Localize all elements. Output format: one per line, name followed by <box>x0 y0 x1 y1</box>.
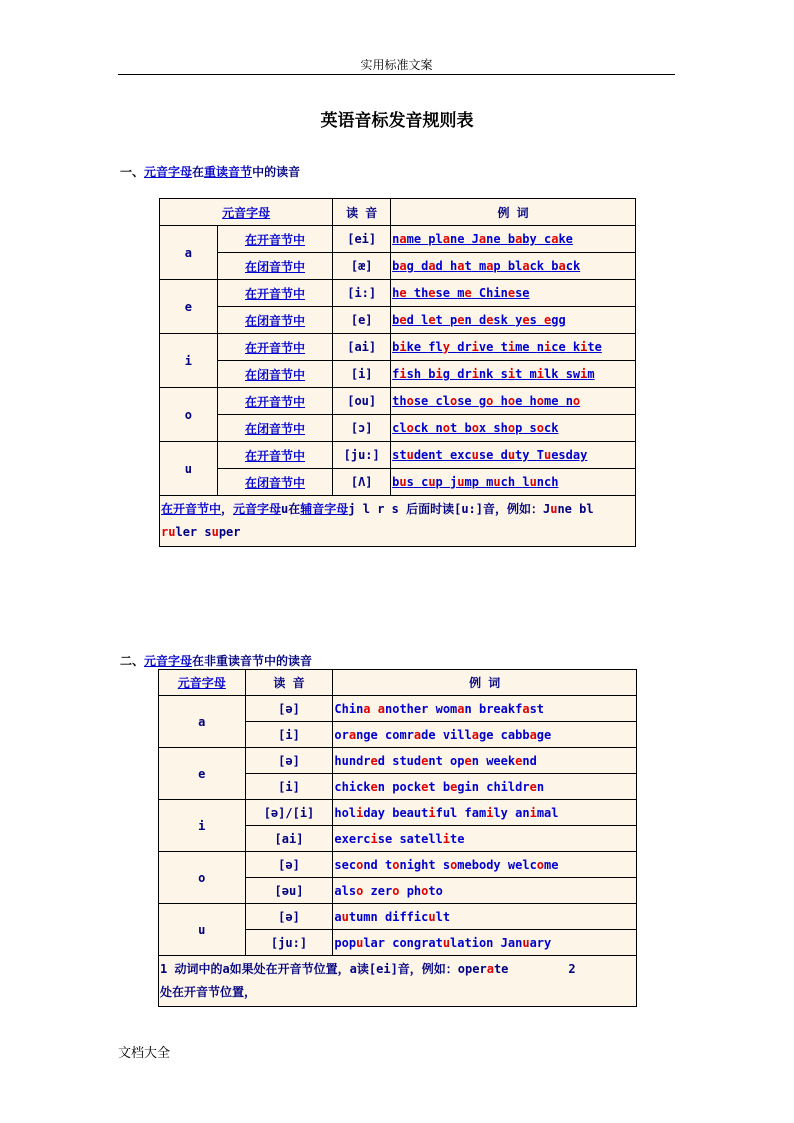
example-word: duty <box>500 448 530 462</box>
table-row <box>160 388 636 415</box>
example-word: bag <box>392 259 414 273</box>
table-row <box>159 696 637 722</box>
phonetic-symbol: [ə] <box>245 748 333 774</box>
phonetic-symbol: [əu] <box>245 878 333 904</box>
example-word: exercise <box>334 831 393 846</box>
example-word: let <box>421 313 443 327</box>
col-header-letter[interactable]: 元音字母 <box>160 199 333 226</box>
vowel-letter: u <box>159 904 246 956</box>
vowel-letter: e <box>160 280 218 334</box>
table-row <box>160 307 636 334</box>
example-word: pen <box>450 313 472 327</box>
example-word: weekend <box>486 753 537 768</box>
phonetic-symbol: [æ] <box>333 253 391 280</box>
example-words[interactable] <box>391 388 636 415</box>
phonetic-symbol: [i:] <box>333 280 391 307</box>
example-word: children <box>486 779 545 794</box>
phonetic-symbol: [ə] <box>245 852 333 878</box>
example-word: swim <box>565 367 595 381</box>
phonetic-symbol: [e] <box>333 307 391 334</box>
closed-syllable-link[interactable]: 在闭音节中 <box>217 469 333 496</box>
example-word: sock <box>529 421 559 435</box>
phonetic-symbol: [i] <box>245 774 333 800</box>
example-word: beautiful <box>392 805 458 820</box>
open-syllable-link[interactable]: 在开音节中 <box>217 334 333 361</box>
section1-heading: 一、元音字母在重读音节中的读音 <box>120 165 301 179</box>
example-word: cabbage <box>500 727 552 742</box>
example-word: desk <box>478 313 508 327</box>
table-row <box>160 415 636 442</box>
example-word: comrade <box>385 727 436 742</box>
table-row <box>160 334 636 361</box>
example-words[interactable] <box>391 280 636 307</box>
phonetic-symbol: [ou] <box>333 388 391 415</box>
example-word: name <box>392 232 422 246</box>
example-word: bed <box>392 313 414 327</box>
phonetic-symbol: [ju:] <box>333 442 391 469</box>
example-word: open <box>450 753 479 768</box>
table-row <box>160 280 636 307</box>
example-word: also <box>334 883 364 898</box>
section2-note: 1 动词中的a如果处在开音节位置，a读[ei]音，例如：operate 2 处在开音节位置， <box>159 956 637 1007</box>
example-word: much <box>486 475 516 489</box>
example-word: somebody <box>442 857 501 872</box>
example-word: chicken <box>334 779 385 794</box>
example-word: nice <box>536 340 566 354</box>
open-syllable-link[interactable]: 在开音节中 <box>217 280 333 307</box>
example-words <box>333 852 637 878</box>
example-word: difficult <box>385 909 451 924</box>
example-word: fly <box>428 340 450 354</box>
phonetic-symbol: [ə] <box>245 696 333 722</box>
closed-syllable-link[interactable]: 在闭音节中 <box>217 307 333 334</box>
col-header-sound: 读 音 <box>333 199 391 226</box>
example-words[interactable] <box>391 253 636 280</box>
example-word: woman <box>435 701 472 716</box>
example-words[interactable] <box>391 415 636 442</box>
example-words <box>333 826 637 852</box>
example-word: family <box>464 805 508 820</box>
table-row <box>159 800 637 826</box>
example-word: map <box>478 259 501 273</box>
open-syllable-link[interactable]: 在开音节中 <box>217 388 333 415</box>
example-word: congratulation <box>392 935 494 950</box>
example-word: zero <box>370 883 400 898</box>
section2-table <box>158 669 637 1007</box>
link-vowel-letters-2[interactable]: 元音字母 <box>144 654 193 668</box>
example-word: orange <box>334 727 378 742</box>
example-word: shop <box>493 421 523 435</box>
example-word: village <box>442 727 494 742</box>
table-row <box>159 904 637 930</box>
example-word: big <box>428 367 450 381</box>
phonetic-symbol: [ei] <box>333 226 391 253</box>
example-word: plane <box>428 232 465 246</box>
page-header: 实用标准文案 <box>118 56 675 75</box>
phonetic-symbol: [ə]/[i] <box>245 800 333 826</box>
example-word: China <box>334 701 371 716</box>
vowel-letter: o <box>160 388 218 442</box>
example-words <box>333 878 637 904</box>
example-word: bus <box>392 475 414 489</box>
open-syllable-link[interactable]: 在开音节中 <box>217 442 333 469</box>
example-word: hoe <box>500 394 523 408</box>
phonetic-symbol: [i] <box>245 722 333 748</box>
table-row <box>160 361 636 388</box>
example-words <box>333 800 637 826</box>
example-words <box>333 722 637 748</box>
phonetic-symbol: [ai] <box>333 334 391 361</box>
phonetic-symbol: [ə] <box>245 904 333 930</box>
table-row <box>160 469 636 496</box>
example-word: box <box>464 421 487 435</box>
vowel-letter: o <box>159 852 246 904</box>
example-words <box>333 748 637 774</box>
table-row <box>159 748 637 774</box>
table-row <box>160 253 636 280</box>
closed-syllable-link[interactable]: 在闭音节中 <box>217 253 333 280</box>
example-word: me <box>457 286 472 300</box>
example-word: holiday <box>334 805 385 820</box>
vowel-letter: i <box>159 800 246 852</box>
example-words <box>333 774 637 800</box>
vowel-letter: i <box>160 334 218 388</box>
example-words <box>333 904 637 930</box>
phonetic-symbol: [ju:] <box>245 930 333 956</box>
col-header-sound-2: 读 音 <box>245 670 333 696</box>
example-word: clock <box>392 421 429 435</box>
section1-table <box>159 198 636 547</box>
example-words <box>333 696 637 722</box>
example-word: home <box>529 394 559 408</box>
section2-heading: 二、元音字母在非重读音节中的读音 <box>120 654 313 668</box>
example-word: drink <box>457 367 494 381</box>
vowel-letter: e <box>159 748 246 800</box>
table-row <box>160 226 636 253</box>
example-word: time <box>500 340 530 354</box>
vowel-letter: a <box>160 226 218 280</box>
example-word: bike <box>392 340 422 354</box>
example-word: baby <box>507 232 537 246</box>
example-words[interactable] <box>391 361 636 388</box>
phonetic-symbol: [ɔ] <box>333 415 391 442</box>
example-word: Chinese <box>478 286 530 300</box>
example-word: not <box>435 421 458 435</box>
example-word: student <box>392 448 443 462</box>
example-word: begin <box>442 779 479 794</box>
phonetic-symbol: [i] <box>333 361 391 388</box>
example-word: another <box>377 701 429 716</box>
example-word: welcome <box>507 857 559 872</box>
example-word: yes <box>515 313 537 327</box>
example-word: no <box>565 394 581 408</box>
closed-syllable-link[interactable]: 在闭音节中 <box>217 361 333 388</box>
col-header-example: 例 词 <box>391 199 636 226</box>
example-word: student <box>392 753 443 768</box>
example-word: kite <box>572 340 602 354</box>
example-word: hat <box>450 259 472 273</box>
example-word: autumn <box>334 909 378 924</box>
open-syllable-link[interactable]: 在开音节中 <box>217 226 333 253</box>
example-words[interactable] <box>391 469 636 496</box>
example-word: those <box>392 394 429 408</box>
example-word: Tuesday <box>536 448 588 462</box>
example-word: Jane <box>471 232 501 246</box>
example-word: jump <box>450 475 479 489</box>
example-words[interactable] <box>391 226 636 253</box>
example-word: fish <box>392 367 422 381</box>
example-word: drive <box>457 340 494 354</box>
page-title: 英语音标发音规则表 <box>320 111 474 131</box>
link-stressed-syllable[interactable]: 重读音节 <box>204 165 253 179</box>
example-word: tonight <box>385 857 436 872</box>
col-header-letter-2[interactable]: 元音字母 <box>159 670 246 696</box>
link-vowel-letters[interactable]: 元音字母 <box>144 165 193 179</box>
example-words[interactable] <box>391 334 636 361</box>
closed-syllable-link[interactable]: 在闭音节中 <box>217 415 333 442</box>
example-word: cup <box>421 475 443 489</box>
vowel-letter: u <box>160 442 218 496</box>
example-word: pocket <box>392 779 436 794</box>
example-word: back <box>551 259 581 273</box>
example-word: close <box>435 394 472 408</box>
example-word: hundred <box>334 753 385 768</box>
table-row <box>159 852 637 878</box>
example-words[interactable] <box>391 442 636 469</box>
example-word: egg <box>544 313 566 327</box>
phonetic-symbol: [ai] <box>245 826 333 852</box>
example-word: second <box>334 857 378 872</box>
example-word: January <box>500 935 552 950</box>
example-word: these <box>413 286 450 300</box>
page-footer: 文档大全 <box>118 1046 171 1061</box>
example-word: black <box>507 259 545 273</box>
example-words[interactable] <box>391 307 636 334</box>
example-word: excuse <box>449 448 494 462</box>
example-word: photo <box>406 883 443 898</box>
example-word: popular <box>334 935 385 950</box>
example-word: dad <box>421 259 443 273</box>
example-word: satellite <box>399 831 465 846</box>
example-words <box>333 930 637 956</box>
example-word: animal <box>515 805 559 820</box>
example-word: breakfast <box>478 701 545 716</box>
example-word: cake <box>543 232 573 246</box>
example-word: lunch <box>522 475 559 489</box>
phonetic-symbol: [Λ] <box>333 469 391 496</box>
vowel-letter: a <box>159 696 246 748</box>
example-word: go <box>478 394 494 408</box>
example-word: he <box>392 286 407 300</box>
section1-note: 在开音节中，元音字母u在辅音字母j l r s 后面时读[u:]音，例如：June bl ruler super <box>160 496 636 547</box>
col-header-example-2: 例 词 <box>333 670 637 696</box>
example-word: milk <box>529 367 559 381</box>
table-row <box>160 442 636 469</box>
example-word: sit <box>500 367 523 381</box>
